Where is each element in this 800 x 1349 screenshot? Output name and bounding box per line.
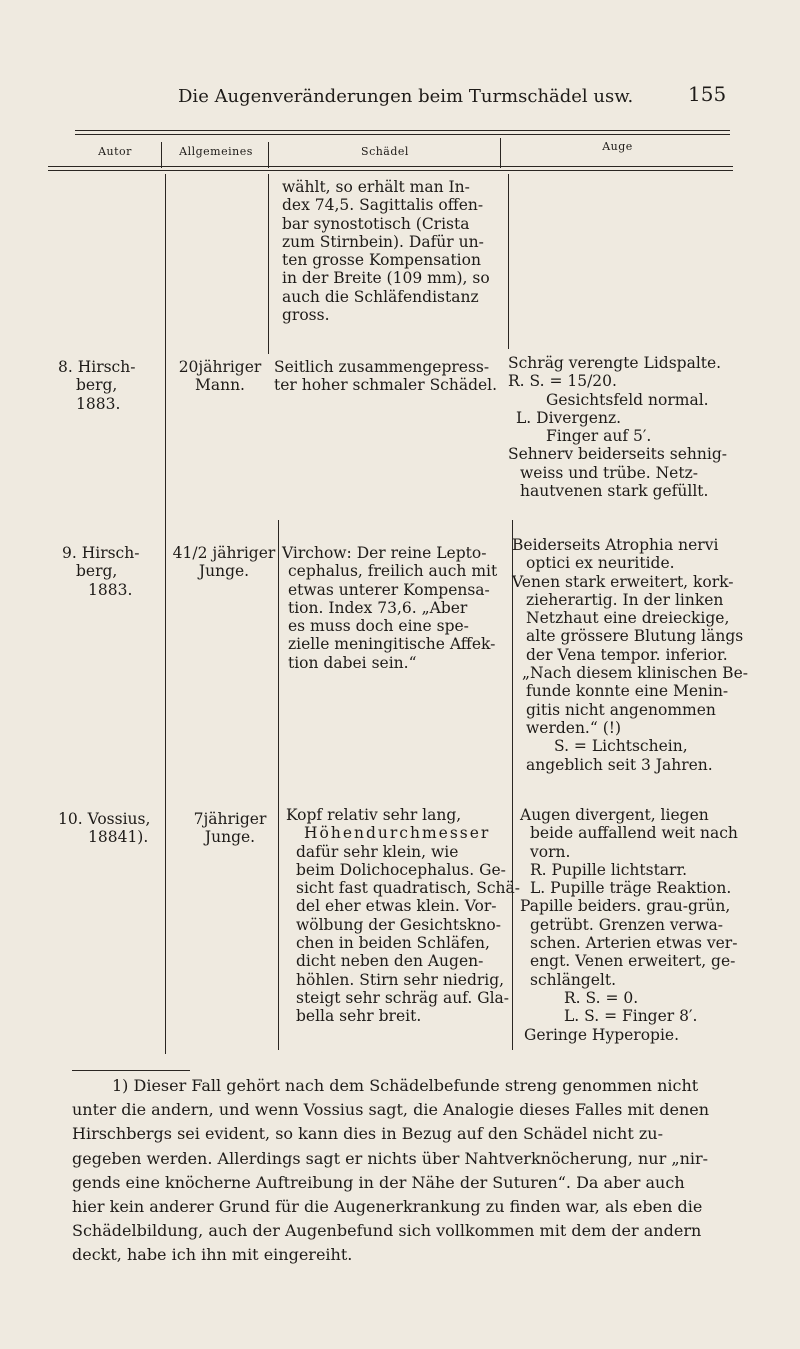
text-line: 20jähriger (178, 358, 262, 376)
column-divider (268, 174, 269, 354)
text-line: Virchow: Der reine Lepto- (282, 544, 487, 562)
column-header-allgemeines: Allgemeines (179, 145, 253, 158)
row-9-auge (512, 536, 748, 774)
column-divider (165, 174, 166, 1054)
running-header (0, 82, 800, 112)
text-line: ten grosse Kompensation (282, 251, 481, 270)
text-line: Hirschbergs sei evident, so kann dies in Bezug auf den Schädel nicht zu- (72, 1124, 663, 1144)
row-10-schaedel (286, 806, 520, 1026)
text-line: Schädelbildung, auch der Augenbefund sich vollkommen mit dem der andern (72, 1221, 702, 1241)
text-line: 18841). (88, 828, 149, 847)
column-header-auge: Auge (602, 140, 633, 153)
text-line: der Vena tempor. inferior. (526, 645, 728, 664)
column-divider (278, 520, 279, 1050)
text-line: berg, (76, 376, 118, 395)
row-9-allgemeines (168, 544, 280, 581)
text-line: cephalus, freilich auch mit (288, 562, 498, 581)
text-line: dicht neben den Augen- (296, 952, 484, 971)
text-line: R. Pupille lichtstarr. (530, 860, 688, 879)
text-line: 41/2 jähriger (172, 544, 276, 562)
row-9-schaedel (282, 544, 497, 672)
text-line: Junge. (204, 828, 256, 847)
text-line: deckt, habe ich ihn mit eingereiht. (72, 1245, 353, 1265)
text-line: Höhendurchmesser (304, 824, 491, 843)
text-line: L. S. = Finger 8′. (564, 1007, 698, 1026)
text-line: getrübt. Grenzen verwa- (530, 915, 724, 934)
row-8-allgemeines (170, 358, 270, 395)
text-line: dafür sehr klein, wie (296, 842, 459, 861)
text-line: Seitlich zusammengepress- (274, 358, 490, 376)
text-line: 1883. (76, 394, 121, 413)
row-10-autor (58, 810, 150, 847)
text-line: 10. Vossius, (58, 810, 151, 828)
text-line: chen in beiden Schläfen, (296, 934, 490, 953)
text-line: berg, (76, 562, 118, 581)
text-line: gitis nicht angenommen (526, 700, 716, 719)
text-line: Venen stark erweitert, kork- (512, 572, 734, 591)
text-line: Finger auf 5′. (546, 427, 652, 446)
text-line: bar synostotisch (Crista (282, 214, 470, 233)
row-8-auge (508, 354, 727, 500)
text-line: bella sehr breit. (296, 1007, 422, 1026)
text-line: S. = Lichtschein, (554, 737, 688, 756)
text-line: 7jähriger (193, 810, 267, 828)
text-line: angeblich seit 3 Jahren. (526, 755, 713, 774)
text-line: L. Divergenz. (516, 408, 622, 427)
text-line: Sehnerv beiderseits sehnig- (508, 445, 727, 464)
text-line: vorn. (530, 842, 571, 861)
row-10-auge (520, 806, 738, 1044)
text-line: 1883. (88, 580, 133, 599)
text-line: schen. Arterien etwas ver- (530, 934, 738, 953)
table-top-rule (75, 130, 730, 131)
row-8-autor (58, 358, 135, 413)
text-line: Schräg verengte Lidspalte. (508, 354, 722, 372)
table-header-rule (48, 166, 733, 167)
schaedel-continuation (282, 178, 490, 324)
text-line: gegeben werden. Allerdings sagt er nichts über Nahtverknöcherung, nur „nir- (72, 1148, 709, 1168)
text-line: gross. (282, 306, 330, 325)
row-9-autor (62, 544, 139, 599)
text-line: 8. Hirsch- (58, 358, 136, 376)
text-line: werden.“ (!) (526, 718, 622, 737)
text-line: zielle meningitische Affek- (288, 635, 496, 654)
text-line: L. Pupille träge Reaktion. (530, 879, 732, 898)
text-line: höhlen. Stirn sehr niedrig, (296, 970, 505, 989)
text-line: steigt sehr schräg auf. Gla- (296, 988, 510, 1007)
column-divider (508, 174, 509, 349)
row-8-schaedel (274, 358, 497, 395)
text-line: tion. Index 73,6. „Aber (288, 598, 468, 617)
footnote-rule (72, 1070, 190, 1071)
table-top-rule-2 (75, 134, 730, 135)
text-line: Kopf relativ sehr lang, (286, 806, 462, 824)
text-line: Netzhaut eine dreieckige, (526, 609, 730, 628)
text-line: weiss und trübe. Netz- (520, 463, 698, 482)
text-line: hautvenen stark gefüllt. (520, 482, 709, 501)
text-line: Geringe Hyperopie. (524, 1025, 680, 1044)
column-header-schaedel: Schädel (361, 145, 409, 158)
running-title: Die Augenveränderungen beim Turmschädel usw. (178, 86, 634, 107)
text-line: schlängelt. (530, 970, 617, 989)
text-line: beide auffallend weit nach (530, 824, 738, 843)
text-line: 9. Hirsch- (62, 544, 140, 562)
row-10-allgemeines (180, 810, 280, 847)
text-line: auch die Schläfendistanz (282, 287, 479, 306)
text-line: hier kein anderer Grund für die Augenerkrankung zu finden war, als eben die (72, 1197, 703, 1217)
page-number: 155 (688, 82, 727, 106)
text-line: zieherartig. In der linken (526, 590, 724, 609)
column-header-autor: Autor (98, 145, 132, 158)
text-line: tion dabei sein.“ (288, 653, 417, 672)
text-line: funde konnte eine Menin- (526, 682, 729, 701)
text-line: Augen divergent, liegen (520, 806, 709, 824)
text-line: Papille beiders. grau-grün, (520, 897, 731, 916)
text-line: R. S. = 15/20. (508, 372, 617, 391)
text-line: beim Dolichocephalus. Ge- (296, 860, 506, 879)
text-line: sicht fast quadratisch, Schä- (296, 879, 520, 898)
text-line: engt. Venen erweitert, ge- (530, 952, 736, 971)
text-line: etwas unterer Kompensa- (288, 580, 490, 599)
text-line: in der Breite (109 mm), so (282, 269, 490, 288)
column-divider (161, 142, 162, 168)
text-line: wählt, so erhält man In- (282, 178, 470, 196)
text-line: es muss doch eine spe- (288, 617, 469, 636)
text-line: Junge. (198, 562, 250, 581)
text-line: del eher etwas klein. Vor- (296, 897, 497, 916)
text-line: Mann. (194, 376, 245, 395)
text-line: optici ex neuritide. (526, 554, 675, 573)
text-line: unter die andern, und wenn Vossius sagt, die Analogie dieses Falles mit denen (72, 1100, 710, 1120)
text-line: gends eine knöcherne Auftreibung in der Nähe der Suturen“. Da aber auch (72, 1172, 685, 1192)
text-line: ter hoher schmaler Schädel. (274, 376, 498, 395)
text-line: „Nach diesem klinischen Be- (522, 664, 748, 683)
text-line: Gesichtsfeld normal. (546, 390, 709, 409)
column-divider (500, 138, 501, 168)
text-line: Beiderseits Atrophia nervi (512, 536, 719, 554)
text-line: 1) Dieser Fall gehört nach dem Schädelbefunde streng genommen nicht (112, 1076, 699, 1095)
text-line: alte grössere Blutung längs (526, 627, 744, 646)
text-line: R. S. = 0. (564, 988, 639, 1007)
text-line: dex 74,5. Sagittalis offen- (282, 196, 484, 215)
text-line: wölbung der Gesichtskno- (296, 915, 501, 934)
footnote (72, 1074, 762, 1268)
table-header-rule-2 (48, 170, 733, 171)
text-line: zum Stirnbein). Dafür un- (282, 232, 484, 251)
column-divider (268, 142, 269, 168)
